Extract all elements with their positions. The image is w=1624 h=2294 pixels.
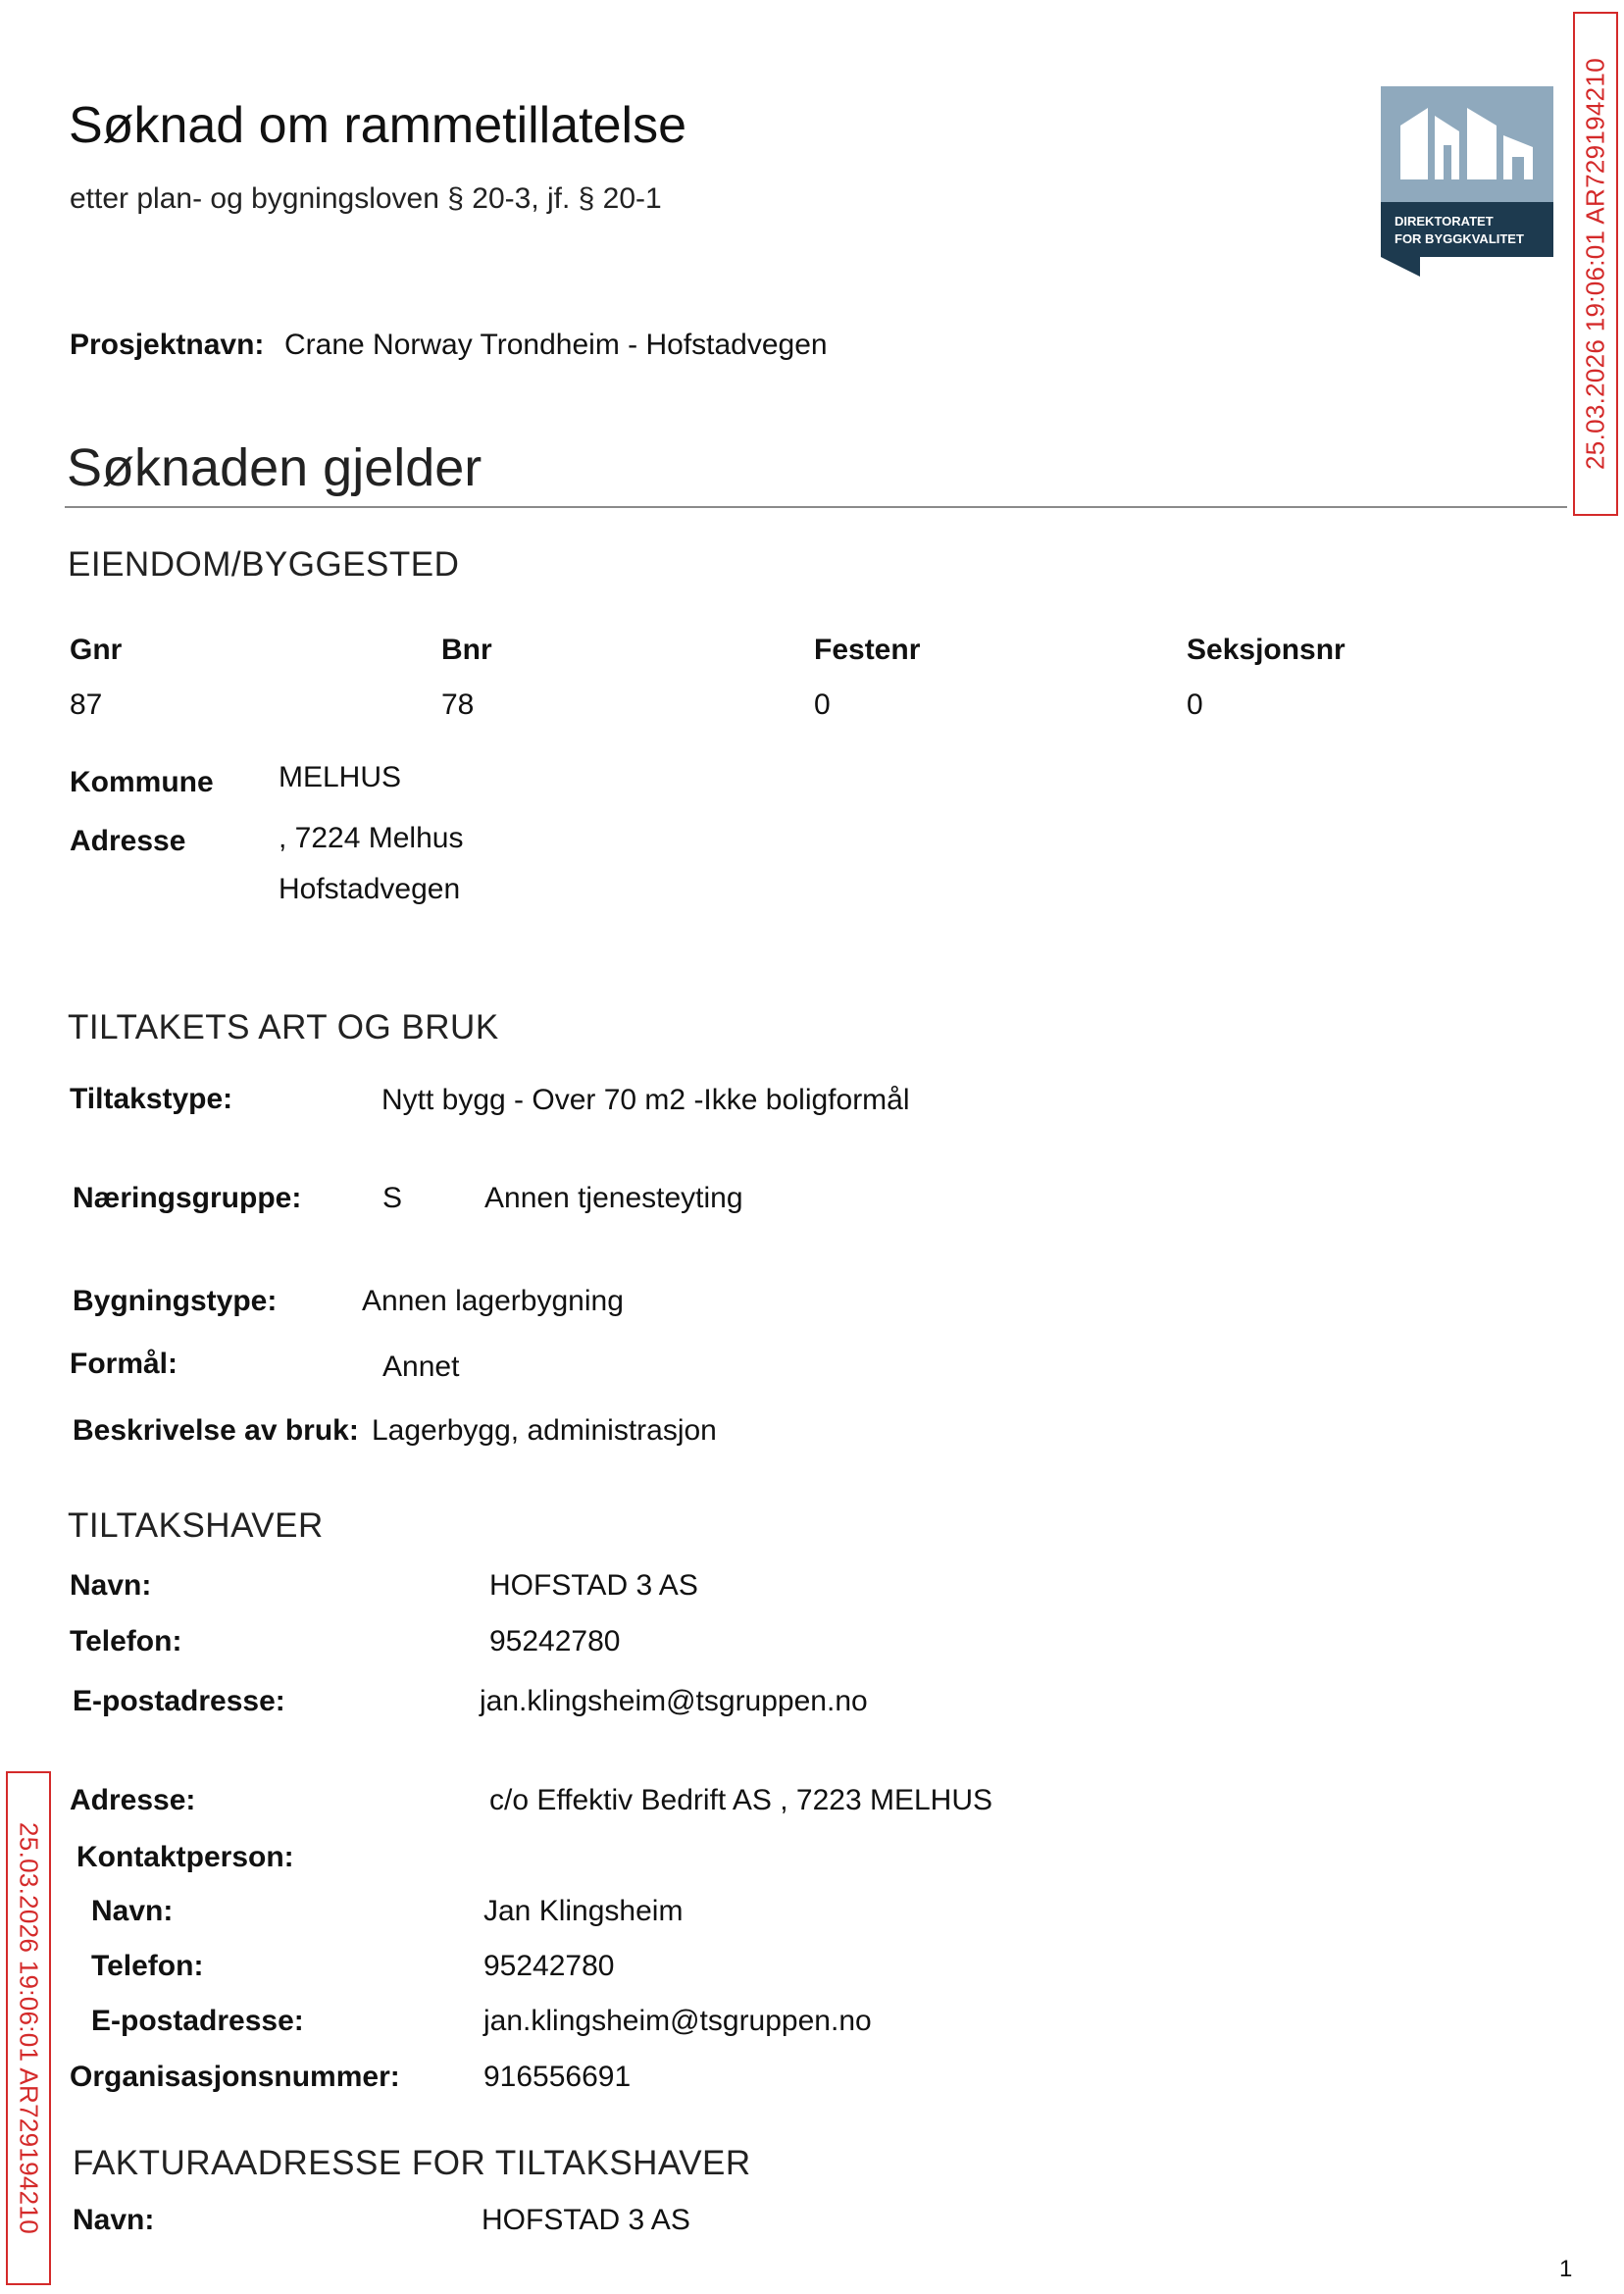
contact-email-label: E-postadresse: (91, 2005, 304, 2037)
municipality-value: MELHUS (279, 761, 402, 793)
dibk-logo (1381, 86, 1553, 277)
invoice-heading: FAKTURAADRESSE FOR TILTAKSHAVER (73, 2144, 751, 2182)
applicant-email-label: E-postadresse: (73, 1685, 285, 1717)
measure-heading: TILTAKETS ART OG BRUK (68, 1008, 499, 1046)
festenr-label: Festenr (814, 634, 921, 666)
applicant-address-label: Adresse: (70, 1784, 196, 1816)
gnr-value: 87 (70, 688, 103, 721)
applicant-phone-label: Telefon: (70, 1625, 182, 1657)
dibk-logo-graphic (1381, 86, 1553, 277)
page-number: 1 (1559, 2256, 1573, 2282)
industry-value: Annen tjenesteyting (484, 1182, 743, 1214)
contact-phone-label: Telefon: (91, 1950, 204, 1982)
logo-text-line1: DIREKTORATET (1395, 214, 1494, 229)
applicant-name-label: Navn: (70, 1569, 152, 1602)
gnr-label: Gnr (70, 634, 123, 666)
document-title: Søknad om rammetillatelse (69, 97, 686, 154)
bnr-value: 78 (441, 688, 475, 721)
address-line2: Hofstadvegen (279, 873, 461, 905)
contact-person-label: Kontaktperson: (76, 1841, 294, 1873)
seksjonsnr-label: Seksjonsnr (1187, 634, 1345, 666)
measure-type-value: Nytt bygg - Over 70 m2 -Ikke boligformål (381, 1084, 910, 1116)
applicant-address-value: c/o Effektiv Bedrift AS , 7223 MELHUS (489, 1784, 993, 1816)
building-type-label: Bygningstype: (73, 1285, 278, 1317)
festenr-value: 0 (814, 688, 831, 721)
timestamp-stamp-top (1573, 12, 1618, 516)
building-type-value: Annen lagerbygning (362, 1285, 624, 1317)
property-heading: EIENDOM/BYGGESTED (68, 545, 460, 584)
timestamp-stamp-text: 25.03.2026 19:06:01 AR729194210 (14, 1822, 44, 2234)
project-name-label: Prosjektnavn: (70, 329, 265, 361)
contact-phone-value: 95242780 (483, 1950, 615, 1982)
industry-label: Næringsgruppe: (73, 1182, 302, 1214)
invoice-name-value: HOFSTAD 3 AS (482, 2204, 690, 2236)
contact-name-label: Navn: (91, 1895, 174, 1927)
purpose-value: Annet (382, 1351, 460, 1383)
address-line1: , 7224 Melhus (279, 822, 464, 854)
contact-email-value: jan.klingsheim@tsgruppen.no (483, 2005, 872, 2037)
contact-name-value: Jan Klingsheim (483, 1895, 684, 1927)
municipality-label: Kommune (70, 766, 214, 798)
applicant-heading: TILTAKSHAVER (68, 1506, 324, 1545)
use-description-label: Beskrivelse av bruk: (73, 1414, 359, 1447)
bnr-label: Bnr (441, 634, 492, 666)
section-divider (65, 506, 1567, 508)
document-subtitle: etter plan- og bygningsloven § 20-3, jf. § 20-1 (70, 182, 662, 215)
applicant-phone-value: 95242780 (489, 1625, 621, 1657)
seksjonsnr-value: 0 (1187, 688, 1203, 721)
applicant-name-value: HOFSTAD 3 AS (489, 1569, 698, 1602)
applicant-email-value: jan.klingsheim@tsgruppen.no (480, 1685, 868, 1717)
address-label: Adresse (70, 825, 186, 857)
use-description-value: Lagerbygg, administrasjon (372, 1414, 717, 1447)
purpose-label: Formål: (70, 1348, 178, 1380)
timestamp-stamp-bottom (6, 1771, 51, 2285)
section-title: Søknaden gjelder (67, 438, 482, 497)
org-number-value: 916556691 (483, 2061, 632, 2093)
project-name-value: Crane Norway Trondheim - Hofstadvegen (284, 329, 828, 361)
org-number-label: Organisasjonsnummer: (70, 2061, 400, 2093)
logo-text-line2: FOR BYGGKVALITET (1395, 231, 1524, 246)
measure-type-label: Tiltakstype: (70, 1083, 233, 1115)
industry-code: S (382, 1182, 403, 1214)
invoice-name-label: Navn: (73, 2204, 155, 2236)
timestamp-stamp-text: 25.03.2026 19:06:01 AR729194210 (1580, 58, 1610, 470)
